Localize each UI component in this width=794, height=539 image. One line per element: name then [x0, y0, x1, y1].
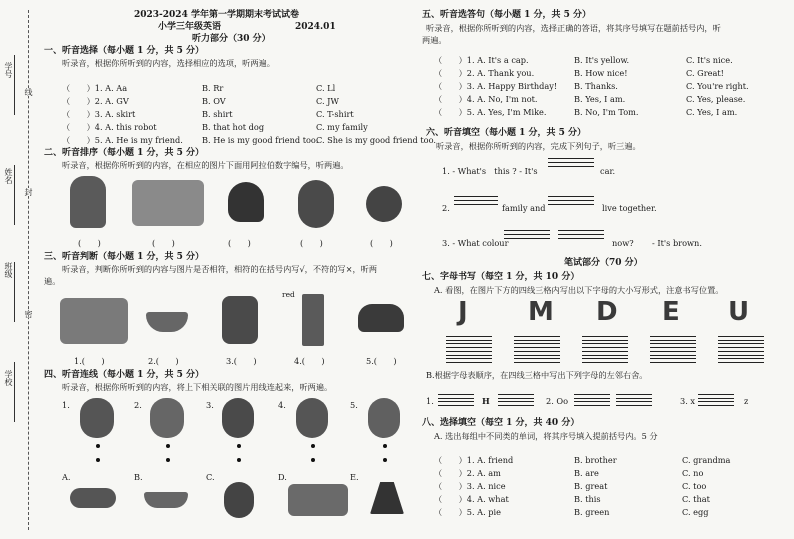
section-6-title: 六、听音填空（每小题 1 分，共 5 分）	[426, 128, 587, 138]
pants-picture	[302, 294, 324, 346]
fill-blank[interactable]	[548, 196, 594, 208]
boy-face-picture	[80, 398, 114, 438]
grandma-picture	[150, 398, 184, 438]
margin-label-school: 学校	[4, 370, 13, 386]
match-dot[interactable]	[311, 458, 315, 462]
match-dot[interactable]	[311, 444, 315, 448]
section-3-instructions: 听录音，判断你所听到的内容与图片是否相符，相符的在括号内写√，不符的写×，听两	[62, 264, 378, 274]
judge-blank[interactable]: 4.( )	[294, 356, 325, 366]
question-option[interactable]: （ ）2. A. GV	[62, 96, 129, 106]
binding-margin	[0, 0, 40, 539]
margin-cut-mark: 封	[24, 188, 33, 196]
question-option[interactable]: C. She is my good friend too.	[316, 135, 436, 145]
mouse-girl-picture	[222, 398, 254, 438]
match-dot[interactable]	[96, 444, 100, 448]
margin-label-name: 姓名	[4, 168, 13, 184]
match-dot[interactable]	[166, 458, 170, 462]
girl-picture	[298, 180, 334, 228]
fill-q2-mid: family and	[502, 203, 546, 213]
neighbor-q2-letter: 2. Oo	[546, 396, 569, 406]
fill-q1-end: car.	[600, 166, 616, 176]
section-8a-instructions: A. 选出每组中不同类的单词，将其序号填入提前括号内。5 分	[434, 431, 658, 441]
question-option[interactable]: C. grandma	[682, 455, 731, 465]
margin-cut-mark: 线	[24, 88, 33, 96]
section-1-instructions: 听录音，根据你所听到的内容，选择相应的选项，听两遍。	[62, 58, 275, 68]
section-7a-instructions: A. 看图，在图片下方的四线三格内写出以下字母的大小写形式，注意书写位置。	[434, 285, 724, 295]
question-option[interactable]: C. too	[682, 481, 707, 491]
fill-q2-end: live together.	[602, 203, 657, 213]
margin-label-class: 班级	[4, 262, 13, 278]
question-option[interactable]: B. shirt	[202, 109, 233, 119]
question-option[interactable]: B. that hot dog	[202, 122, 265, 132]
section-7-title: 七、字母书写（每空 1 分，共 10 分）	[422, 272, 580, 282]
question-option[interactable]: （ ）4. A. No, I'm not.	[434, 94, 538, 104]
writing-lines[interactable]	[718, 336, 764, 348]
question-option[interactable]: B. this	[574, 494, 601, 504]
written-part-title: 笔试部分（70 分）	[564, 258, 643, 268]
question-option[interactable]: C. no	[682, 468, 704, 478]
order-blank[interactable]: ( )	[300, 238, 323, 248]
order-blank[interactable]: ( )	[228, 238, 251, 248]
question-option[interactable]: （ ）3. A. Happy Birthday!	[434, 81, 558, 91]
fill-q1-start: 1. - What's this ? - It's	[442, 166, 538, 176]
section-3-title: 三、听音判断（每小题 1 分，共 5 分）	[44, 252, 205, 262]
section-7b-instructions: B.根据字母表顺序，在四线三格中写出下列字母的左邻右舍。	[426, 370, 648, 380]
classroom-picture	[60, 298, 128, 344]
pie-picture	[144, 492, 188, 508]
writing-lines[interactable]	[718, 351, 764, 363]
match-number: 4.	[278, 400, 286, 410]
judge-blank[interactable]: 5.( )	[366, 356, 397, 366]
judge-blank[interactable]: 1.( )	[74, 356, 105, 366]
skirt-picture	[370, 482, 404, 514]
cap-picture	[228, 182, 264, 222]
section-2-instructions: 听录音，根据你所听到的内容，在相应的图片下面用阿拉伯数字编号，听两遍。	[62, 160, 349, 170]
question-option[interactable]: （ ）1. A. Aa	[62, 83, 128, 93]
name-line	[14, 165, 15, 225]
student-id-line	[14, 55, 15, 115]
question-option[interactable]: C. Yes, I am.	[686, 107, 738, 117]
question-option[interactable]: C. T-shirt	[316, 109, 354, 119]
question-option[interactable]: B. green	[574, 507, 610, 517]
question-option[interactable]: B. OV	[202, 96, 226, 106]
order-blank[interactable]: ( )	[78, 238, 101, 248]
margin-cut-mark: 密	[24, 310, 33, 318]
question-option[interactable]: C. Yes, please.	[686, 94, 746, 104]
writing-lines[interactable]	[582, 351, 628, 363]
neighbor-q1-number: 1.	[426, 396, 434, 406]
writing-lines[interactable]	[514, 336, 560, 348]
question-option[interactable]: （ ）1. A. friend	[434, 455, 514, 465]
fill-blank[interactable]	[504, 230, 550, 242]
grandpa-picture	[368, 398, 400, 438]
section-5-instructions-cont: 两遍。	[422, 35, 447, 45]
section-6-instructions: 听录音，根据你所听到的内容，完成下列句子，听三遍。	[436, 141, 641, 151]
question-option[interactable]: C. Ll	[316, 83, 336, 93]
bowl-picture	[146, 312, 188, 332]
writing-lines[interactable]	[616, 394, 652, 406]
fill-blank[interactable]	[454, 196, 498, 208]
fill-q3-mid: now?	[612, 238, 634, 248]
candy-picture	[70, 488, 116, 508]
family-picture	[132, 180, 204, 226]
letter-m-picture: M	[528, 297, 554, 327]
question-option[interactable]: （ ）4. A. this robot	[62, 122, 157, 132]
judge-blank[interactable]: 2.( )	[148, 356, 179, 366]
match-dot[interactable]	[383, 444, 387, 448]
writing-lines[interactable]	[582, 336, 628, 348]
section-3-instructions-cont: 遍。	[44, 276, 61, 286]
match-number: 2.	[134, 400, 142, 410]
writing-lines[interactable]	[498, 394, 534, 406]
listening-part-title: 听力部分（30 分）	[192, 34, 271, 44]
section-2-title: 二、听音排序（每小题 1 分，共 5 分）	[44, 148, 205, 158]
section-5-title: 五、听音选答句（每小题 1 分，共 5 分）	[422, 10, 592, 20]
section-4-instructions: 听录音，根据你所听到的内容，将上下相关联的图片用线连起来，听两遍。	[62, 382, 333, 392]
writing-lines[interactable]	[650, 351, 696, 363]
fill-q2-number: 2.	[442, 203, 450, 213]
match-number: 5.	[350, 400, 358, 410]
robot-picture	[222, 296, 258, 344]
girl-face-picture	[296, 398, 328, 438]
writing-lines[interactable]	[650, 336, 696, 348]
question-option[interactable]: B. It's yellow.	[574, 55, 630, 65]
writing-lines[interactable]	[574, 394, 610, 406]
question-option[interactable]: C. my family	[316, 122, 368, 132]
question-option[interactable]: （ ）1. A. It's a cap.	[434, 55, 529, 65]
letter-j-picture: J	[458, 297, 468, 327]
question-option[interactable]: C. JW	[316, 96, 339, 106]
question-option[interactable]: （ ）2. A. am	[434, 468, 501, 478]
question-option[interactable]: （ ）2. A. Thank you.	[434, 68, 535, 78]
match-letter: C.	[206, 472, 215, 482]
red-label: red	[282, 290, 295, 299]
question-option[interactable]: （ ）3. A. nice	[434, 481, 506, 491]
boy-picture	[70, 176, 106, 228]
fill-q3-end: - It's brown.	[652, 238, 702, 248]
neighbor-q3-letter-right: z	[744, 396, 749, 406]
question-option[interactable]: C. It's nice.	[686, 55, 733, 65]
writing-lines[interactable]	[446, 351, 492, 363]
letter-e-picture: E	[662, 297, 680, 327]
family-group-picture	[288, 484, 348, 516]
match-dot[interactable]	[237, 458, 241, 462]
question-option[interactable]: B. He is my good friend too.	[202, 135, 319, 145]
neighbor-q1-letter: H	[482, 396, 490, 406]
question-option[interactable]: B. are	[574, 468, 599, 478]
order-blank[interactable]: ( )	[370, 238, 393, 248]
question-option[interactable]: （ ）5. A. He is my friend.	[62, 135, 183, 145]
question-option[interactable]: C. Great!	[686, 68, 724, 78]
question-option[interactable]: B. great	[574, 481, 608, 491]
section-4-title: 四、听音连线（每小题 1 分，共 5 分）	[44, 370, 205, 380]
fill-blank[interactable]	[548, 158, 594, 170]
match-dot[interactable]	[237, 444, 241, 448]
question-option[interactable]: （ ）3. A. skirt	[62, 109, 136, 119]
school-line	[14, 362, 15, 422]
question-option[interactable]: B. brother	[574, 455, 617, 465]
judge-blank[interactable]: 3.( )	[226, 356, 257, 366]
question-option[interactable]: B. Thanks.	[574, 81, 618, 91]
question-option[interactable]: C. egg	[682, 507, 709, 517]
mouse-picture	[224, 482, 254, 518]
match-dot[interactable]	[383, 458, 387, 462]
question-option[interactable]: C. that	[682, 494, 710, 504]
neighbor-q3-letter: 3. x	[680, 396, 696, 406]
question-option[interactable]: B. Yes, I am.	[574, 94, 626, 104]
match-number: 3.	[206, 400, 214, 410]
car-picture	[358, 304, 404, 332]
exam-title: 2023-2024 学年第一学期期末考试试卷	[134, 10, 299, 20]
exam-date: 2024.01	[295, 22, 336, 32]
fill-blank[interactable]	[558, 230, 604, 242]
fill-q3-start: 3. - What colour	[442, 238, 509, 248]
question-option[interactable]: （ ）5. A. pie	[434, 507, 501, 517]
question-option[interactable]: B. No, I'm Tom.	[574, 107, 639, 117]
letter-u-picture: U	[728, 297, 750, 327]
letter-d-picture: D	[596, 297, 618, 327]
match-letter: B.	[134, 472, 143, 482]
order-blank[interactable]: ( )	[152, 238, 175, 248]
question-option[interactable]: （ ）5. A. Yes, I'm Mike.	[434, 107, 547, 117]
writing-lines[interactable]	[698, 394, 734, 406]
match-letter: E.	[350, 472, 359, 482]
writing-lines[interactable]	[514, 351, 560, 363]
writing-lines[interactable]	[446, 336, 492, 348]
writing-lines[interactable]	[438, 394, 474, 406]
section-5-instructions: 听录音，根据你所听到的内容，选择正确的答语，将其序号填写在题前括号内，听	[426, 23, 721, 33]
question-option[interactable]: B. Rr	[202, 83, 224, 93]
margin-label-student-id: 学号	[4, 62, 13, 78]
match-dot[interactable]	[96, 458, 100, 462]
section-1-title: 一、听音选择（每小题 1 分，共 5 分）	[44, 46, 205, 56]
question-option[interactable]: B. How nice!	[574, 68, 628, 78]
class-line	[14, 262, 15, 322]
match-number: 1.	[62, 400, 70, 410]
section-8-title: 八、选择填空（每空 1 分，共 40 分）	[422, 418, 580, 428]
match-letter: A.	[62, 472, 71, 482]
question-option[interactable]: C. You're right.	[686, 81, 749, 91]
question-option[interactable]: （ ）4. A. what	[434, 494, 509, 504]
exam-subtitle: 小学三年级英语	[158, 22, 222, 32]
ball-picture	[366, 186, 402, 222]
match-letter: D.	[278, 472, 287, 482]
match-dot[interactable]	[166, 444, 170, 448]
